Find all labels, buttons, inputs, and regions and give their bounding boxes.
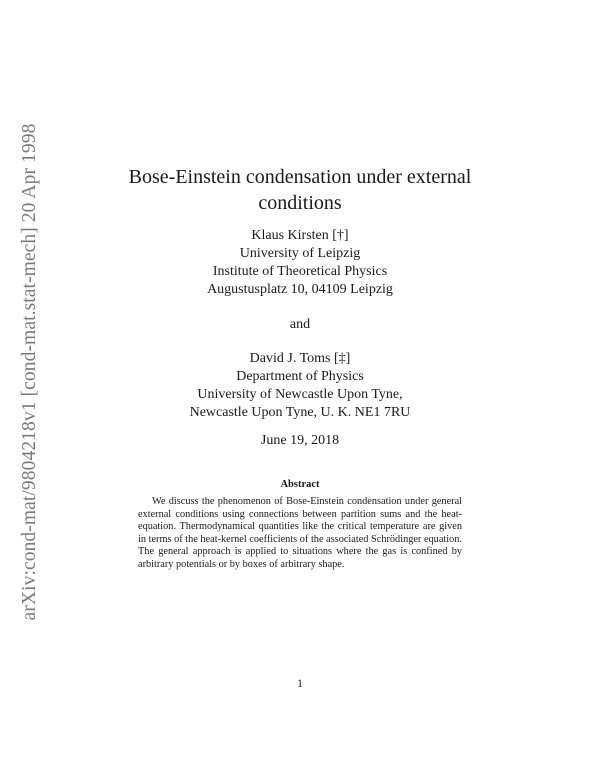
- author-affiliation-line: Newcastle Upon Tyne, U. K. NE1 7RU: [189, 405, 411, 420]
- title-line-2: conditions: [258, 192, 342, 214]
- author-affiliation-line: Department of Physics: [236, 369, 364, 384]
- author-affiliation-line: University of Leipzig: [239, 246, 361, 261]
- author-affiliation-line: Institute of Theoretical Physics: [212, 264, 388, 279]
- arxiv-identifier-stamp: arXiv:cond-mat/9804218v1 [cond-mat.stat-mech] 20 Apr 1998: [19, 123, 40, 621]
- paper-date: June 19, 2018: [260, 433, 340, 448]
- title-line-1: Bose-Einstein condensation under external: [128, 166, 472, 188]
- author-name: David J. Toms [‡]: [249, 351, 351, 366]
- author-affiliation-line: University of Newcastle Upon Tyne,: [197, 387, 403, 402]
- abstract-text: We discuss the phenomenon of Bose-Einstein condensation under general external conditions using connections between partition sums and the heat-equation. Thermodynamical quantities like the critical temperature are given in terms of the heat-kernel coefficients of the associated Schrödinger equation. The general approach is applied to situations where the gas is confined by arbitrary potentials or by boxes of arbitrary shape.: [138, 496, 462, 570]
- abstract-heading: Abstract: [280, 479, 320, 490]
- author-conjunction: and: [289, 317, 311, 332]
- author-name: Klaus Kirsten [†]: [251, 228, 349, 243]
- author-affiliation-line: Augustusplatz 10, 04109 Leipzig: [207, 282, 393, 297]
- author-block-1: [100, 227, 500, 299]
- paper-title: [100, 164, 500, 216]
- author-block-2: [100, 350, 500, 422]
- page-number: 1: [297, 678, 303, 690]
